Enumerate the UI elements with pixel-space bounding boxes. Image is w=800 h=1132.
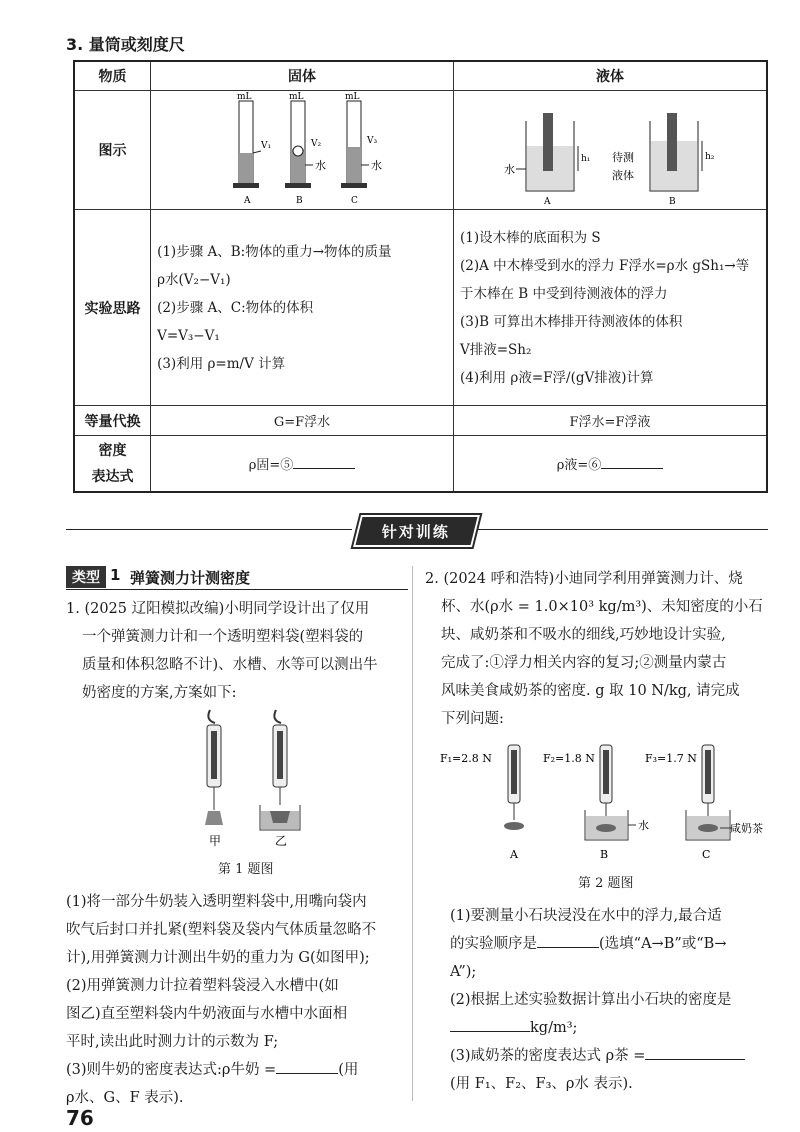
cylinder-a (233, 92, 271, 206)
liquid-idea-line: (3)B 可算出木棒排开待测液体的体积 (460, 313, 683, 330)
q2-step-line (450, 1014, 770, 1042)
q2-step-text: kg/m³; (530, 1020, 578, 1036)
q1-step-line: 图乙)直至塑料袋内牛奶液面与水槽中水面相 (66, 1006, 348, 1022)
q1-step-text: (3)则牛奶的密度表达式:ρ牛奶 = (66, 1062, 277, 1078)
scale-jia (205, 710, 223, 825)
q1-step-line (66, 1056, 406, 1084)
graduated-cylinder-figure (151, 91, 451, 209)
q1-step-line: 平时,读出此时测力计的示数为 F; (66, 1034, 279, 1050)
column-separator (412, 566, 413, 1101)
f3-label: F₃=1.7 N (645, 752, 697, 765)
row-label-diagram: 图示 (74, 91, 151, 210)
h1-label: h₁ (581, 154, 591, 164)
h2-label: h₂ (705, 152, 715, 162)
type-number: 1 (110, 566, 121, 584)
label-b: B (600, 848, 609, 861)
f2-label: F₂=1.8 N (543, 752, 595, 765)
answer-blank-5[interactable] (293, 454, 355, 469)
header-solid: 固体 (151, 61, 454, 91)
question-2-stem (425, 565, 770, 733)
q2-step-line (450, 930, 770, 958)
milktea-label: 咸奶茶 (730, 822, 763, 835)
density-label-1: 密度 (98, 443, 127, 460)
page-number: 76 (66, 1106, 94, 1130)
q2-figure (440, 740, 770, 865)
label-c: C (702, 848, 711, 861)
divider-right (478, 529, 768, 530)
q2-step-line: (用 F₁、F₂、F₃、ρ水 表示). (450, 1076, 633, 1092)
liquid-idea-line: (1)设木棒的底面积为 S (460, 229, 601, 246)
q1-step-line: 吹气后封口并扎紧(塑料袋及袋内气体质量忽略不 (66, 922, 377, 938)
type-tag: 类型 (66, 566, 106, 588)
solid-idea-line: (1)步骤 A、B:物体的重力→物体的质量 (157, 243, 392, 260)
q2-step-line (450, 1042, 770, 1070)
test-liquid-label-2: 液体 (612, 169, 634, 182)
ml-label: mL (289, 92, 304, 102)
row-label-density (74, 436, 151, 492)
question-2-steps (450, 902, 770, 1098)
v1-label: V₁ (261, 141, 272, 151)
q2-answer-blank-3[interactable] (645, 1045, 745, 1060)
solid-density-cell (151, 436, 454, 492)
q2-line: 块、咸奶茶和不吸水的细线,巧妙地设计实验, (441, 627, 726, 643)
solid-figure-cell (151, 91, 454, 210)
question-1-steps (66, 888, 406, 1112)
divider-left (66, 529, 352, 530)
q1-line: 1. (2025 辽阳模拟改编)小明同学设计出了仅用 (66, 601, 370, 617)
water-label: 水 (638, 819, 649, 832)
liquid-idea-line: (4)利用 ρ液=F浮/(gV排液)计算 (460, 369, 654, 386)
fig-label-yi: 乙 (275, 834, 288, 848)
answer-blank-6[interactable] (601, 454, 663, 469)
liquid-equiv: F浮水=F浮液 (454, 406, 768, 436)
header-liquid: 液体 (454, 61, 768, 91)
solid-idea-cell (151, 210, 454, 406)
ml-label: mL (345, 92, 360, 102)
test-liquid-label-1: 待测 (612, 151, 634, 164)
solid-idea-line: ρ水(V₂−V₁) (157, 271, 231, 288)
q1-step-line: ρ水、G、F 表示). (66, 1090, 184, 1106)
q2-step-text: (选填“A→B”或“B→ (599, 936, 727, 952)
comparison-table (73, 60, 768, 493)
wood-stick-figure (454, 91, 766, 209)
q1-figure (180, 705, 320, 855)
q1-caption: 第 1 题图 (218, 862, 274, 877)
liquid-density-cell (454, 436, 768, 492)
water-label: 水 (371, 159, 383, 172)
q2-caption: 第 2 题图 (578, 876, 634, 891)
solid-idea-line: (2)步骤 A、C:物体的体积 (157, 299, 314, 316)
label-c: C (351, 196, 358, 206)
v2-label: V₂ (311, 139, 322, 149)
q1-step-text: (用 (338, 1062, 359, 1078)
label-a: A (244, 196, 251, 206)
liquid-idea-cell (454, 210, 768, 406)
q2-line: 风味美食咸奶茶的密度. g 取 10 N/kg, 请完成 (441, 683, 740, 699)
cylinder-c (341, 92, 382, 206)
fig-label-jia: 甲 (209, 834, 222, 848)
q2-answer-blank-1[interactable] (537, 933, 599, 948)
question-1-stem (66, 595, 406, 707)
row-label-equiv: 等量代换 (74, 406, 151, 436)
ml-label: mL (237, 92, 252, 102)
row-label-idea: 实验思路 (74, 210, 151, 406)
solid-idea-line: (3)利用 ρ=m/V 计算 (157, 355, 286, 372)
q2-step-text: 的实验顺序是 (450, 936, 537, 952)
label-b: B (296, 196, 303, 206)
solid-equiv: G=F浮水 (151, 406, 454, 436)
liquid-idea-line: 于木棒在 B 中受到待测液体的浮力 (460, 285, 668, 302)
q2-step-line: A”); (450, 964, 477, 980)
section-title: 3. 量筒或刻度尺 (66, 35, 185, 54)
q1-line: 质量和体积忽略不计)、水槽、水等可以测出牛 (82, 657, 378, 673)
water-label: 水 (315, 159, 327, 172)
label-a: A (544, 197, 551, 207)
type-title: 弹簧测力计测密度 (130, 569, 251, 587)
liquid-idea-line: (2)A 中木棒受到水的浮力 F浮水=ρ水 gSh₁→等 (460, 257, 750, 274)
cylinder-b (285, 92, 326, 206)
q2-line: 下列问题: (441, 711, 504, 727)
q1-step-line: 计),用弹簧测力计测出牛奶的重力为 G(如图甲); (66, 950, 370, 966)
f1-label: F₁=2.8 N (440, 752, 492, 765)
banner-text: 针对训练 (382, 522, 451, 541)
label-a: A (510, 848, 518, 861)
solid-idea-line: V=V₃−V₁ (157, 327, 220, 344)
type-underline (66, 589, 408, 590)
q1-step-line: (2)用弹簧测力计拉着塑料袋浸入水槽中(如 (66, 978, 339, 994)
q2-line: 2. (2024 呼和浩特)小迪同学利用弹簧测力计、烧 (425, 571, 743, 587)
q2-step-line: (2)根据上述实验数据计算出小石块的密度是 (450, 992, 732, 1008)
solid-density-expr: ρ固=⑤ (248, 457, 294, 473)
q1-line: 奶密度的方案,方案如下: (82, 685, 237, 701)
q2-step-text: (3)咸奶茶的密度表达式 ρ茶 = (450, 1048, 646, 1064)
water-label: 水 (504, 163, 515, 176)
liquid-density-expr: ρ液=⑥ (556, 457, 602, 473)
label-b: B (669, 197, 676, 207)
liquid-figure-cell (454, 91, 768, 210)
liquid-idea-line: V排液=Sh₂ (460, 341, 532, 358)
training-banner (353, 515, 480, 547)
scale-yi (260, 710, 300, 830)
q2-line: 杯、水(ρ水 = 1.0×10³ kg/m³)、未知密度的小石 (441, 599, 763, 615)
v3-label: V₃ (367, 136, 378, 146)
density-label-2: 表达式 (91, 469, 134, 486)
header-substance: 物质 (74, 61, 151, 91)
q1-answer-blank[interactable] (276, 1059, 338, 1074)
q2-step-line: (1)要测量小石块浸没在水中的浮力,最合适 (450, 908, 722, 924)
q2-line: 完成了:①浮力相关内容的复习;②测量内蒙古 (441, 655, 727, 671)
q1-step-line: (1)将一部分牛奶装入透明塑料袋中,用嘴向袋内 (66, 894, 367, 910)
q2-answer-blank-2[interactable] (450, 1017, 530, 1032)
q1-line: 一个弹簧测力计和一个透明塑料袋(塑料袋的 (82, 629, 364, 645)
